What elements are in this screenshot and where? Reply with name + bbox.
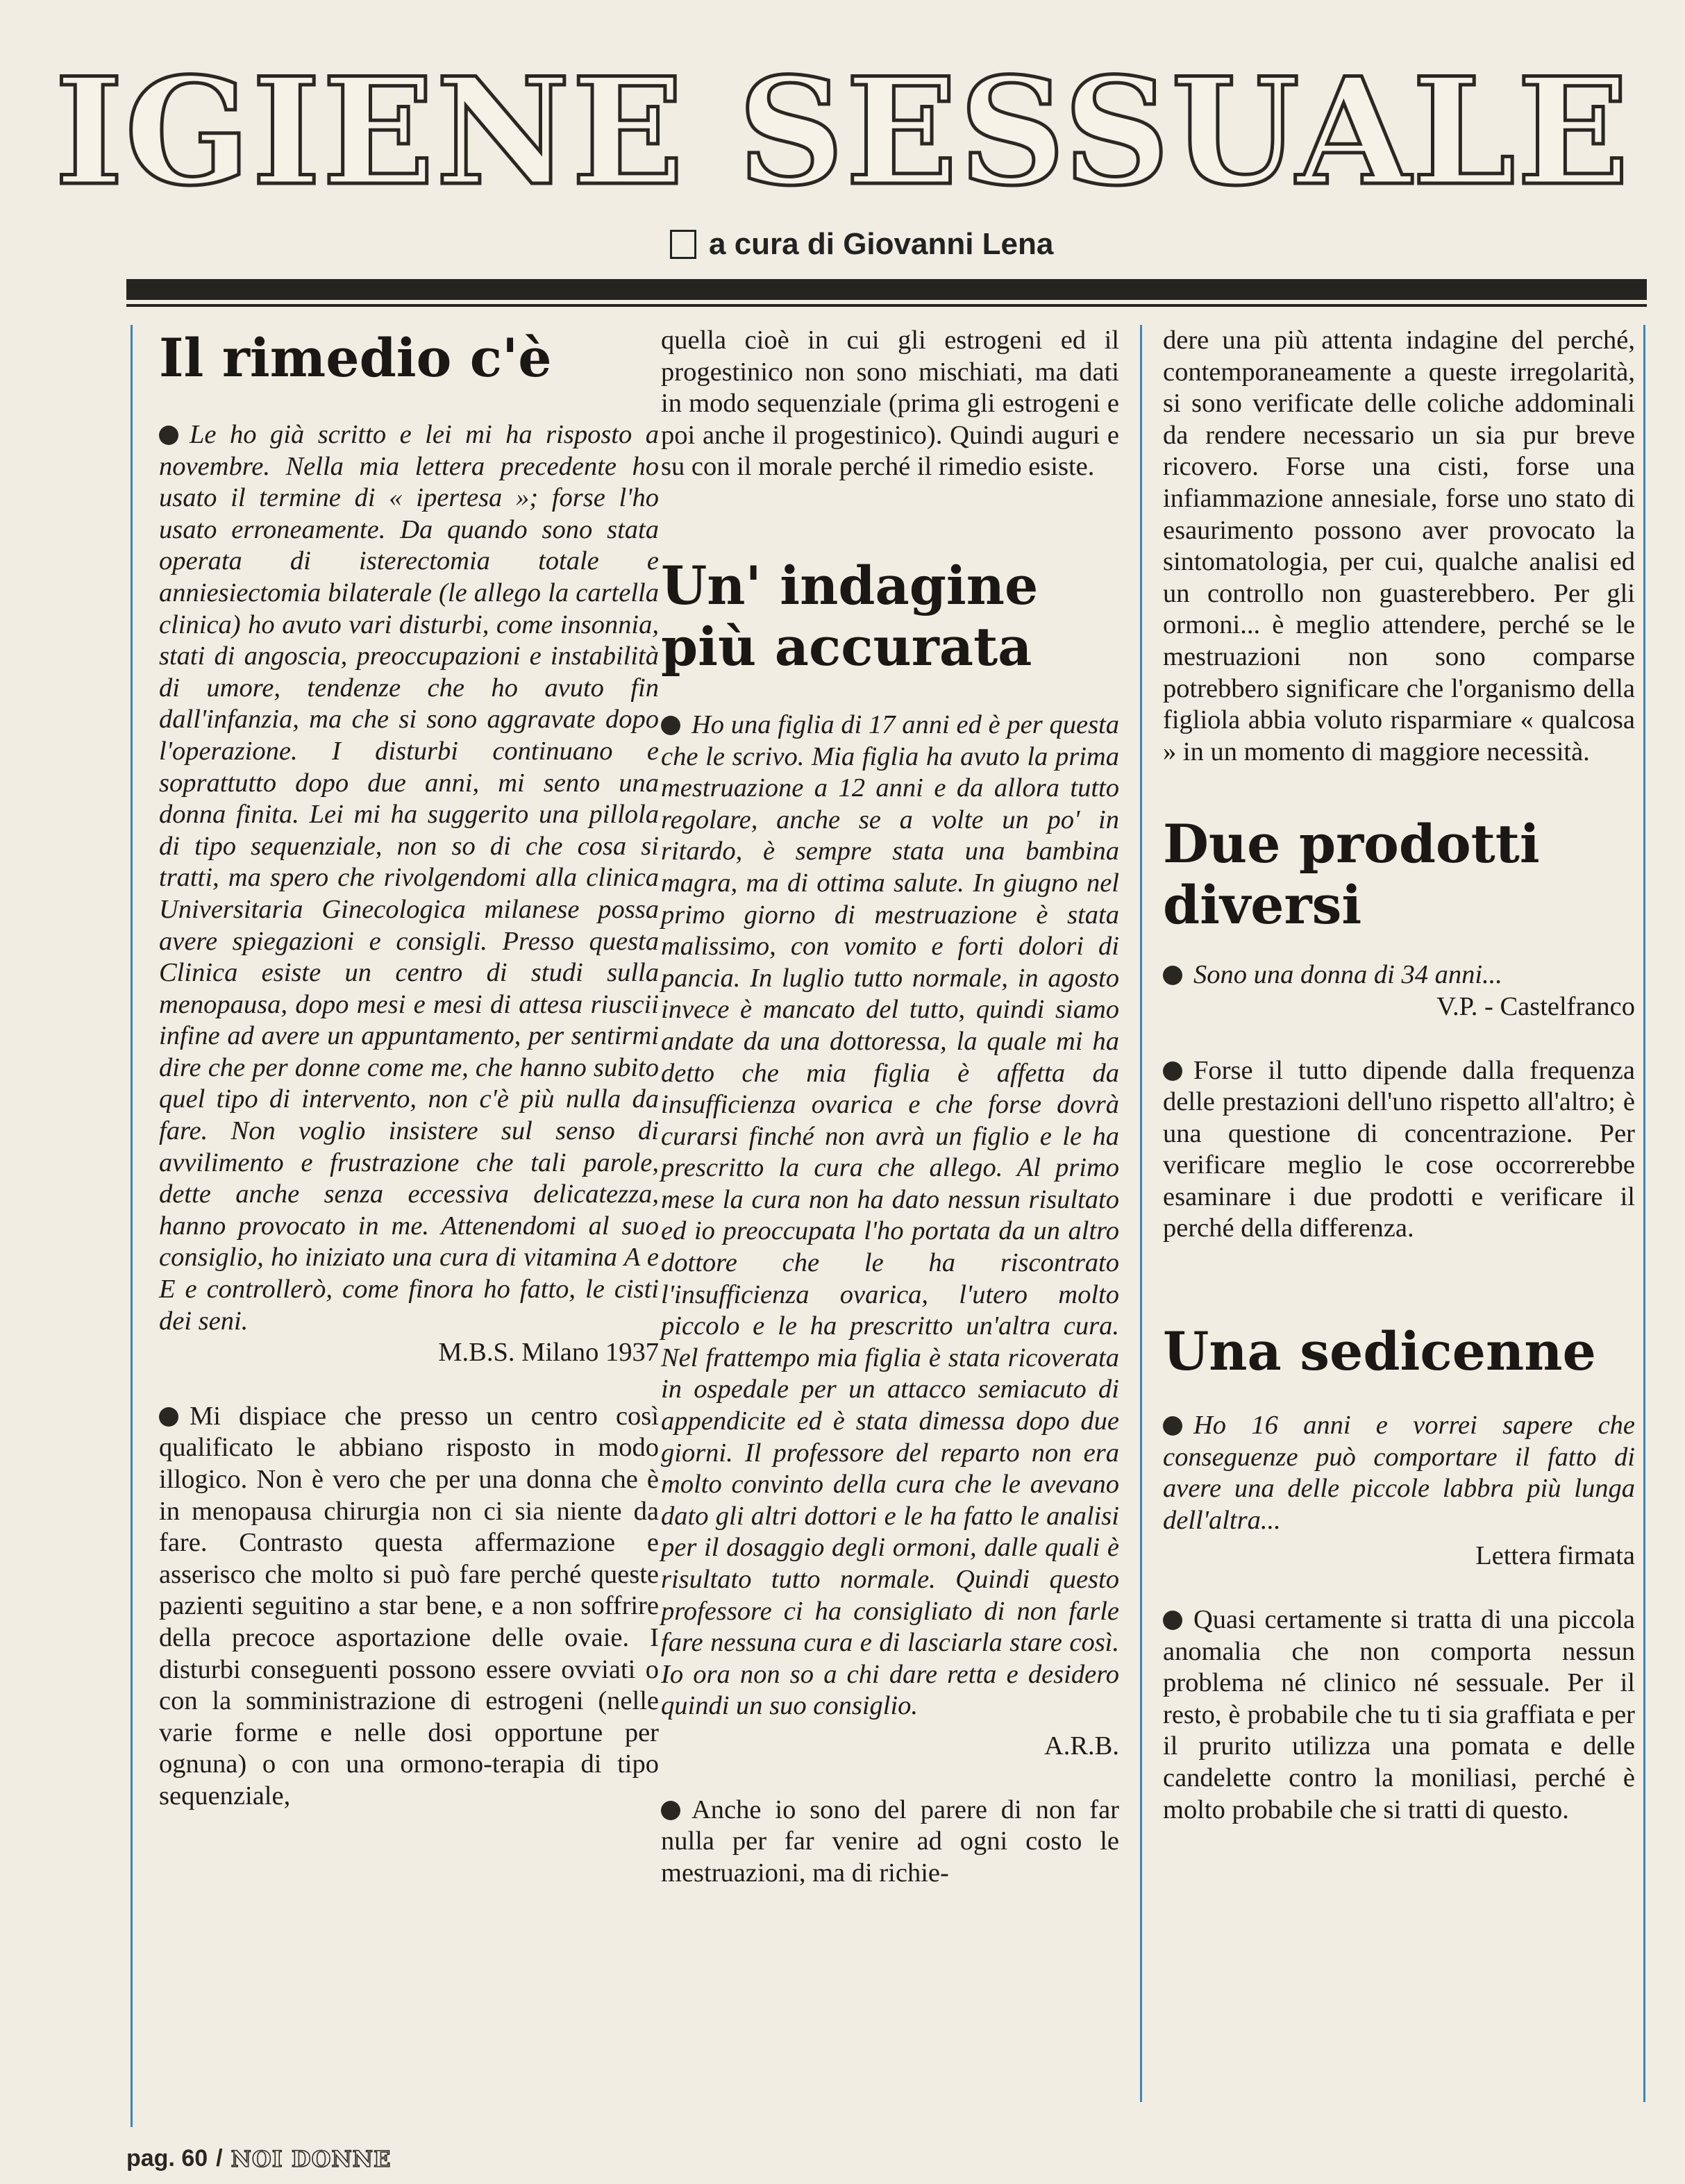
- bullet-icon: [1163, 1416, 1182, 1436]
- bullet-icon: [661, 716, 680, 735]
- footer-separator: /: [216, 2145, 223, 2172]
- byline-text: a cura di Giovanni Lena: [709, 227, 1054, 261]
- bullet-icon: [1163, 966, 1182, 985]
- letter-signature: Lettera firmata: [1475, 1541, 1635, 1571]
- byline: [670, 224, 1053, 265]
- checkbox-square-icon: [670, 230, 696, 259]
- bullet-icon: [661, 1801, 680, 1820]
- header-rule: [126, 279, 1647, 300]
- header-rule-thin: [126, 304, 1647, 307]
- masthead: [0, 45, 1685, 218]
- expert-answer: Anche io sono del parere di non far nulla per far venire ad ogni costo le mestruazioni, ma di richie-: [661, 1795, 1119, 1888]
- expert-answer-continued: dere una più attenta indagine del perché, contemporaneamente a queste irregolarità, si sono verificate delle coliche addominali da rendere necessario un sia pur breve ricovero. Forse una cisti, forse una infiammazione annesiale, forse uno stato di esaurimento possono aver provocato la sintomatologia, per cui, qualche analisi ed un controllo non guasterebbero. Per gli ormoni... è meglio attendere, perché se le mestruazioni non sono comparse potrebbero significare che l'organismo della figliola abbia voluto risparmiare « qualcosa » in un momento di maggiore necessità.: [1163, 326, 1635, 766]
- column-2: [661, 325, 1119, 1889]
- reader-letter: Sono una donna di 34 anni...: [1163, 959, 1635, 991]
- article-heading: Una sedicenne: [1163, 1320, 1596, 1383]
- magazine-logo: NOI DONNE: [230, 2145, 392, 2172]
- letter-signature: M.B.S. Milano 1937: [438, 1338, 659, 1368]
- section-title: IGIENE SESSUALE: [54, 45, 1631, 218]
- bullet-icon: [159, 1407, 178, 1427]
- bullet-icon: [159, 426, 178, 445]
- column-1: [131, 325, 659, 2127]
- article-heading: Il rimedio c'è: [159, 327, 552, 389]
- expert-answer-continued: quella cioè in cui gli estrogeni ed il progestinico non sono mischiati, ma dati in modo sequenziale (prima gli estrogeni e poi anche il progestinico). Quindi auguri e su con il morale perché il rimedio esiste.: [661, 326, 1119, 482]
- column-3: [1140, 325, 1645, 2102]
- page-number: pag. 60: [126, 2145, 208, 2172]
- reader-letter: Ho una figlia di 17 anni ed è per questa che le scrivo. Mia figlia ha avuto la prima mestruazione a 12 anni e da allora tutto regolare, anche se a volte un po' in ritardo, è sempre stata una bambina magra, ma di ottima salute. In giugno nel primo giorno di mestruazione è stata malissimo, con vomito e forti dolori di pancia. In luglio tutto normale, in agosto invece è mancato del tutto, quindi siamo andate da una dottoressa, la quale mi ha detto che mia figlia è affetta da insufficienza ovarica e che forse dovrà curarsi finché non avrà un figlio e le ha prescritto la cura che allego. Al primo mese la cura non ha dato nessun risultato ed io preoccupata l'ho portata da un altro dottore che le ha riscontrato l'insufficienza ovarica, l'utero molto piccolo e le ha prescritto un'altra cura. Nel frattempo mia figlia è stata ricoverata in ospedale per un attacco semiacuto di appendicite ed è stata dimessa dopo due giorni. Il professore del reparto non era molto convinto della cura che le avevano dato gli altri dottori e le ha fatto le analisi per il dosaggio degli ormoni, dalle quali è risultato tutto normale. Quindi questo professore ci ha consigliato di non farle fare nessuna cura e di lasciarla stare così. Io ora non so a chi dare retta e desidero quindi un suo consiglio.: [661, 709, 1119, 1721]
- page-footer: [126, 2145, 391, 2172]
- bullet-icon: [1163, 1611, 1182, 1630]
- expert-answer: Forse il tutto dipende dalla frequenza delle prestazioni dell'uno rispetto all'altro; è una questione di concentrazione. Per verificare meglio le cose occorrerebbe esaminare i due prodotti e verificare il perché della differenza.: [1163, 1055, 1635, 1243]
- bullet-icon: [1163, 1061, 1182, 1081]
- letter-signature: A.R.B.: [1043, 1731, 1119, 1761]
- reader-letter: Le ho già scritto e lei mi ha risposto a novembre. Nella mia lettera precedente ho usato il termine di « ipertesa »; forse l'ho usato erroneamente. Da quando sono stata operata di isterectomia totale e anniesiectomia bilaterale (le allego la cartella clinica) ho avuto vari disturbi, come insonnia, stati di angoscia, preoccupazioni e instabilità di umore, tendenze che ho avuto fin dall'infanzia, ma che si sono aggravate dopo l'operazione. I disturbi continuano e soprattutto dopo due anni, mi sento una donna finita. Lei mi ha suggerito una pillola di tipo sequenziale, non so di che cosa si tratti, ma spero che rivolgendomi alla clinica Universitaria Ginecologica milanese possa avere spiegazioni e consigli. Presso questa Clinica esiste un centro di studi sulla menopausa, dopo mesi e mesi di attesa riuscii infine ad avere un appuntamento, per sentirmi dire che per donne come me, che hanno subito quel tipo di intervento, non c'è più nulla da fare. Non voglio insistere sul senso di avvilimento e frustrazione che tali parole, dette anche senza eccessiva delicatezza, hanno provocato in me. Attenendomi al suo consiglio, ho iniziato una cura di vitamina A e E e controllerò, come finora ho fatto, le cisti dei seni.: [159, 420, 659, 1336]
- article-heading: Un' indagine più accurata: [661, 554, 1039, 678]
- expert-answer: Quasi certamente si tratta di una piccola anomalia che non comporta nessun problema né clinico né sessuale. Per il resto, è probabile che tu ti sia graffiata e per il prurito utilizza una pomata e delle candelette contro la moniliasi, perché è molto probabile che si tratti di questo.: [1163, 1605, 1635, 1824]
- article-heading: Due prodotti diversi: [1163, 813, 1540, 936]
- letter-signature: V.P. - Castelfranco: [1436, 991, 1635, 1021]
- reader-letter: Ho 16 anni e vorrei sapere che conseguenze può comportare il fatto di avere una delle piccole labbra più lunga dell'altra...: [1163, 1411, 1635, 1535]
- expert-answer: Mi dispiace che presso un centro così qualificato le abbiano risposto in modo illogico. Non è vero che per una donna che è in menopausa chirurgia non ci sia niente da fare. Contrasto questa affermazione e asserisco che molto si può fare perché queste pazienti seguitino a star bene, e a non soffrire della precoce asportazione delle ovaie. I disturbi conseguenti possono essere ovviati o con la somministrazione di estrogeni (nelle varie forme e nelle dosi opportune per ognuna) o con una ormono-terapia di tipo sequenziale,: [159, 1401, 659, 1811]
